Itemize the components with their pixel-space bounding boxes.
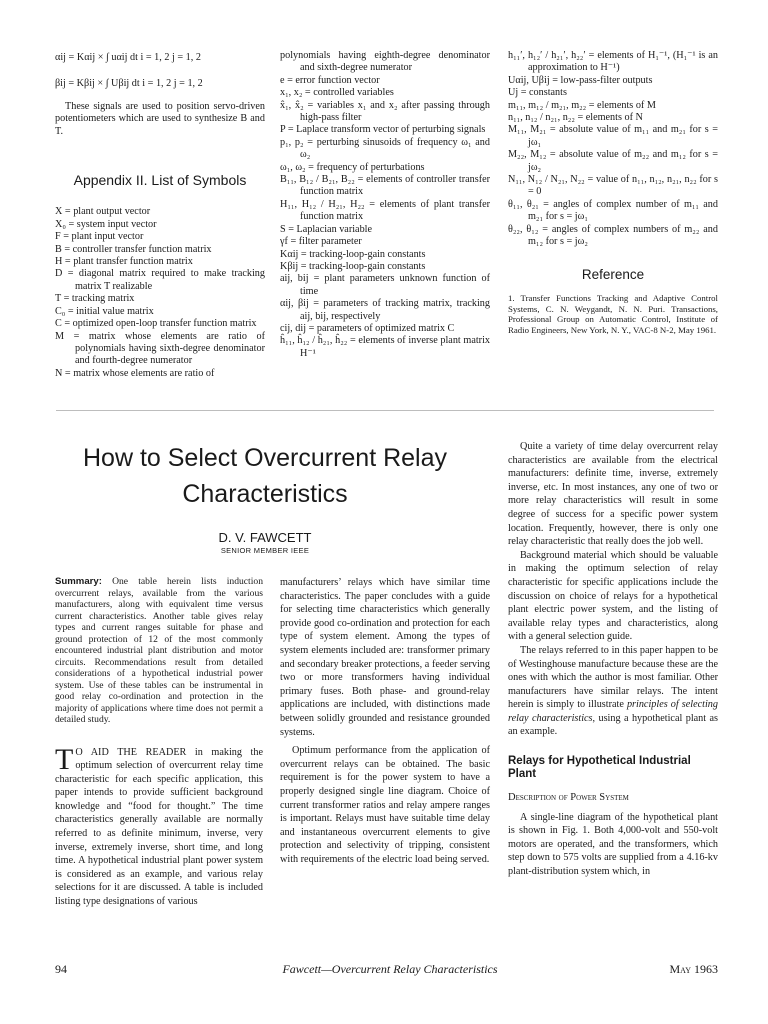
symbol-definition: Uαij, Uβij = low-pass-filter outputs — [508, 74, 653, 86]
symbol-definition: n₁₁, n₁₂ / n₂₁, n₂₂ = elements of N — [508, 112, 643, 124]
summary-label: Summary: — [55, 576, 102, 587]
symbol-definition: B = controller transfer function matrix — [55, 243, 212, 255]
symbol-definition: M₂₂, M₁₂ = absolute value of m₂₂ and m₁₂ for s = jω₂ — [508, 149, 718, 173]
article-left-column — [55, 576, 263, 909]
symbol-definition: N₁₁, N₁₂ / N₂₁, N₂₂ = value of n₁₁, n₁₂, n₂₁, n₂₂ for s = 0 — [508, 174, 718, 198]
symbol-definition: x₁, x₂ = controlled variables — [280, 87, 394, 99]
body-paragraph: manufacturers’ relays which have similar time characteristics. The paper concludes with a guide for selecting time characteristics which generally provide good co-ordination and protection for each type of system element. Among the types of system elements included are: transformer primary and secondary breaker protections, a feeder serving two or more transformers having individual primary fuses. Both phase- and ground-relay applications are included, with distinctions made between solidly grounded and resistance grounded systems. — [280, 577, 490, 738]
issue-date: May 1963 — [669, 962, 718, 976]
symbol-definition: N = matrix whose elements are ratio of — [55, 367, 215, 379]
symbol-definition: S = Laplacian variable — [280, 223, 373, 235]
symbol-definition: X = plant output vector — [55, 206, 151, 218]
symbol-definition: θ₁₁, θ₂₁ = angles of complex number of m₁₁ and m₂₁ for s = jω₁ — [508, 198, 718, 223]
symbol-definition: p₁, p₂ = perturbing sinusoids of frequency ω₁ and ω₂ — [280, 136, 490, 161]
symbol-definition: Kαij = tracking-loop-gain constants — [280, 248, 426, 260]
signals-paragraph: These signals are used to position servo-driven potentiometers which are used to synthesize B and T. — [55, 100, 265, 137]
appendix-right-column — [508, 50, 718, 335]
article-title-line-2: Characteristics — [182, 480, 348, 508]
article-middle-column — [280, 576, 490, 866]
symbol-definition: e = error function vector — [280, 74, 380, 86]
symbol-definition: h₁₁′, h₁₂′ / h₂₁′, h₂₂′ = elements of H₁⁻¹, (H₁⁻¹ is an approximation to H⁻¹) — [508, 50, 718, 74]
symbol-definition: M₁₁, M₂₁ = absolute value of m₁₁ and m₂₁ for s = jω₁ — [508, 124, 718, 148]
intro-text: O AID THE READER in making the optimum selection of overcurrent relay time characteristic for each specific application, this paper intends to provide sufficient background knowledge and “food for thought.” The time characteristics generally available are normally referred to as definite minimum, inverse, very inverse, extremely inverse, short time, and long time. A hypothetical industrial plant power system is considered as an example, and various relay selections for it are discussed. A table is included listing type designations of various — [55, 746, 263, 908]
body-paragraph: Optimum performance from the application of overcurrent relays can be obtained. The basic requirement is for the power system to have a properly designed single line diagram. Choice of current transformer ratios and relay ampere ranges is important. Relays must have suitable time delay and instantaneous overcurrent elements to give protection and selectivity of tripping, consistent with requirements of the electric load being served. — [280, 745, 490, 865]
symbol-definition: H₁₁, H₁₂ / H₂₁, H₂₂ = elements of plant transfer function matrix — [280, 198, 490, 223]
body-paragraph — [508, 644, 718, 739]
summary-text: One table herein lists induction overcurrent relays, available from the various manufacturers, along with equivalent time versus current characteristics. Another table gives relay types and current ranges suitable for phase and ground protection of 12 of the most commonly encountered industrial plant distribution and motor circuits. Recommendations result from detailed considerations of a hypothetical industrial power system. Use of these tables can be instrumental in good relay co-ordination and protection in the majority of applications where time does not permit a detailed study. — [55, 576, 263, 725]
summary-paragraph — [55, 576, 263, 726]
equation-beta: βij = Kβij × ∫ Uβij dt i = 1, 2 j = 1, 2 — [55, 78, 203, 90]
symbol-definition: x̂₁, x̂₂ = variables x₁ and x₂ after passing through high-pass filter — [280, 99, 490, 124]
symbol-definition: M = matrix whose elements are ratio of polynomials having sixth-degree denominator and fourth-degree numerator — [55, 330, 265, 367]
section-heading: Relays for Hypothetical Industrial Plant — [508, 755, 691, 781]
article-title-line-1: How to Select Overcurrent Relay — [82, 444, 448, 472]
emphasis-text: principles of selecting relay characteristics — [508, 699, 718, 724]
reference-heading: Reference — [581, 266, 645, 282]
symbol-definition: F = plant input vector — [55, 231, 144, 243]
equation-alpha: αij = Kαij × ∫ uαij dt i = 1, 2 j = 1, 2 — [55, 52, 201, 63]
author-title: SENIOR MEMBER IEEE — [220, 546, 310, 555]
drop-cap: T — [55, 742, 74, 776]
appendix-middle-column — [280, 50, 490, 360]
section-divider — [56, 410, 714, 411]
symbol-definition: cij, dij = parameters of optimized matrix C — [280, 322, 455, 334]
symbol-definition: H = plant transfer function matrix — [55, 256, 193, 268]
page-number: 94 — [55, 962, 67, 976]
author-name: D. V. FAWCETT — [218, 530, 312, 545]
body-paragraph: Background material which should be valuable in making the optimum selection of relay characteristic for specific applications include the discussion on choice of relays for a hypothetical plant electric power system, and the listing of available relay types and characteristics, along with a general selection guide. — [508, 549, 718, 643]
subsection-heading: Description of Power System — [508, 792, 629, 804]
symbol-definition: ω₁, ω₂ = frequency of perturbations — [280, 161, 425, 173]
symbol-definition: B₁₁, B₁₂ / B₂₁, B₂₂ = elements of controller transfer function matrix — [280, 174, 490, 198]
symbol-definition: αij, βij = parameters of tracking matrix, tracking aij, bij, respectively — [280, 298, 490, 322]
symbol-definition: C₀ = initial value matrix — [55, 305, 154, 317]
symbol-definition: θ₂₂, θ₁₂ = angles of complex numbers of m₂₂ and m₁₂ for s = jω₂ — [508, 223, 718, 248]
symbol-definition: Kβij = tracking-loop-gain constants — [280, 260, 426, 272]
appendix-heading: Appendix II. List of Symbols — [73, 172, 247, 189]
symbol-definition: X₀ = system input vector — [55, 218, 157, 230]
symbol-definition: aij, bij = plant parameters unknown function of time — [280, 273, 490, 297]
symbol-definition: C = optimized open-loop transfer function matrix — [55, 318, 257, 330]
reference-entry: 1. Transfer Functions Tracking and Adaptive Control Systems, C. N. Weygandt, N. N. Puri. Transactions, Professional Group on Automatic Control, Institute of Radio Engineers, New York, N. Y., VAC-8 N-2, May 1961. — [508, 292, 718, 335]
appendix-left-column — [55, 52, 265, 380]
body-text: , using a hypothetical plant as an example. — [508, 712, 718, 738]
symbol-definition: γf = filter parameter — [280, 236, 362, 248]
article-title — [40, 440, 490, 512]
intro-paragraph — [55, 742, 263, 909]
symbols-list-continued — [280, 50, 490, 360]
running-title: Fawcett—Overcurrent Relay Characteristics — [282, 962, 498, 976]
body-text: The relays referred to in this paper happen to be of Westinghouse manufacture because these are the ones with which the author is most familiar. Other manufacturers have similar relays. The intent herein is simply to illustrate — [508, 644, 718, 711]
body-paragraph: Quite a variety of time delay overcurrent relay characteristics are available from the electrical manufacturers: definite time, inverse, extremely inverse, etc. In most instances, any one of two or more relay characteristics will result in some degree of success for a specific power system location. Frequently, however, there is only one relay characteristic that really does the job well. — [508, 441, 718, 548]
symbols-list-right — [508, 50, 718, 249]
symbol-definition: D = diagonal matrix required to make tracking matrix T realizable — [55, 268, 265, 292]
symbol-definition: P = Laplace transform vector of perturbing signals — [280, 124, 486, 136]
article-right-column — [508, 440, 718, 879]
symbol-definition: Uj = constants — [508, 87, 567, 99]
symbols-list — [55, 206, 265, 380]
symbol-definition: polynomials having eighth-degree denominator and sixth-degree numerator — [280, 50, 490, 74]
symbol-definition: ĥ₁₁, ĥ₁₂ / ĥ₂₁, ĥ₂₂ = elements of inverse plant matrix H⁻¹ — [280, 335, 490, 359]
symbol-definition: T = tracking matrix — [55, 293, 135, 305]
symbol-definition: m₁₁, m₁₂ / m₂₁, m₂₂ = elements of M — [508, 99, 656, 111]
body-paragraph: A single-line diagram of the hypothetical plant is shown in Fig. 1. Both 4,000-volt and 550-volt motors are operated, and the transformers, which step down to 575 volts are supplied from a 4.16-kv plant-distribution system which, in — [508, 811, 718, 878]
